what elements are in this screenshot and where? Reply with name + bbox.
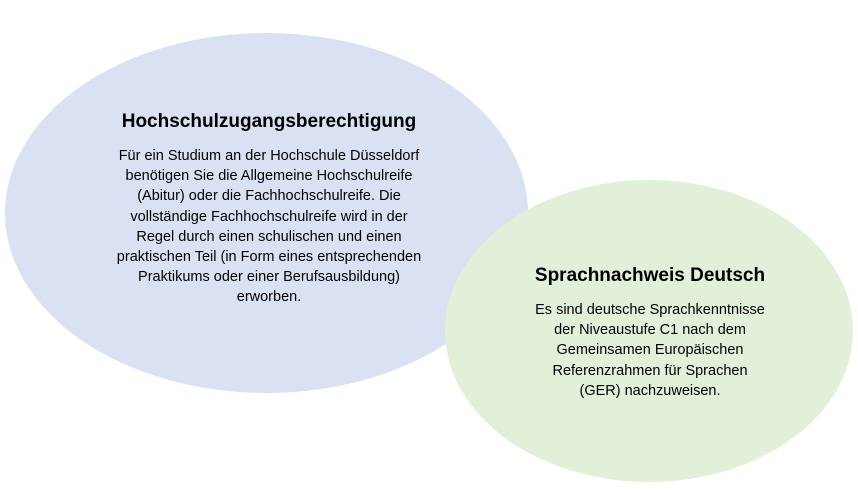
text-line: (Abitur) oder die Fachhochschulreife. Die	[137, 188, 401, 205]
text-line: (GER) nachzuweisen.	[579, 382, 721, 399]
text-line: Für ein Studium an der Hochschule Düsseldorf	[118, 148, 420, 164]
text-line: Regel durch einen schulischen und einen	[136, 228, 402, 245]
language-proof-bubble	[496, 264, 804, 401]
text-line: Praktikums oder einer Berufsausbildung)	[138, 269, 400, 286]
admission-requirement-title: Hochschulzugangsberechtigung	[121, 111, 417, 132]
text-line: vollständige Fachhochschulreife wird in der	[130, 208, 408, 225]
admission-requirement-bubble	[84, 110, 454, 308]
text-line: erworben.	[236, 289, 302, 306]
language-proof-title: Sprachnachweis Deutsch	[534, 265, 766, 286]
language-proof-text	[496, 300, 804, 401]
text-line: der Niveaustufe C1 nach dem	[554, 322, 746, 339]
admission-requirement-text	[84, 146, 454, 308]
text-line: Gemeinsamen Europäischen	[556, 342, 744, 359]
text-line: benötigen Sie die Allgemeine Hochschulreife	[125, 168, 413, 185]
text-line: Referenzrahmen für Sprachen	[552, 362, 748, 379]
text-line: Es sind deutsche Sprachkenntnisse	[535, 302, 765, 318]
text-line: praktischen Teil (in Form eines entsprechenden	[116, 249, 422, 266]
